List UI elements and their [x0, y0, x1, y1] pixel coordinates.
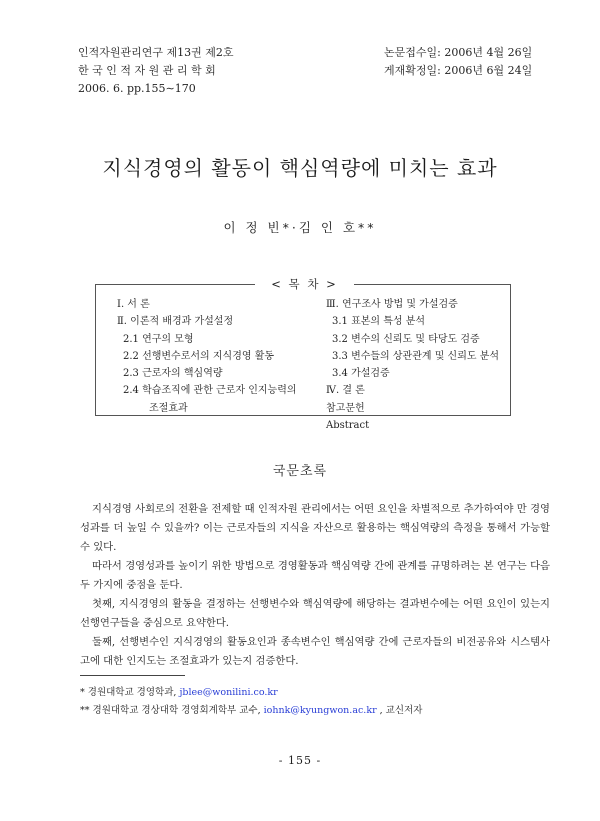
- toc-heading: < 목 차 >: [255, 276, 354, 292]
- footnotes: [80, 684, 422, 719]
- footnote: [80, 684, 422, 702]
- toc-left-column: [117, 296, 297, 417]
- journal-name: 인적자원관리연구 제13권 제2호: [78, 46, 234, 59]
- toc-item: Ⅰ. 서 론: [117, 299, 150, 310]
- toc-item: Abstract: [326, 420, 370, 432]
- abstract-paragraph: 지식경영 사회로의 전환을 전제할 때 인적자원 관리에서는 어떤 요인을 차별적으로 추가하여야 만 경영성과를 더 높일 수 있을까? 이는 근로자들의 지식을 자산으로 활용하는 핵심역량의 측정을 통해서 가능할 수 있다.: [80, 503, 550, 553]
- abstract-heading: 국문초록: [272, 464, 328, 479]
- abstract-paragraph: 둘째, 선행변수인 지식경영의 활동요인과 종속변수인 핵심역량 간에 근로자들의 비전공유와 시스템사고에 대한 인지도는 조절효과가 있는지 검증한다.: [80, 636, 550, 667]
- toc-item: Ⅱ. 이론적 배경과 가설설정: [117, 316, 234, 328]
- journal-info: [78, 44, 234, 98]
- toc-rule-right: [354, 284, 510, 285]
- toc-item: 3.4 가설검증: [332, 368, 390, 380]
- footnote-rule: [80, 675, 185, 676]
- toc-rule-left: [95, 284, 255, 285]
- email-link[interactable]: jblee@wonilini.co.kr: [179, 687, 278, 698]
- toc-item: 2.3 근로자의 핵심역량: [123, 368, 223, 380]
- toc-item: 2.1 연구의 모형: [123, 333, 194, 345]
- abstract-paragraph: 첫째, 지식경영의 활동을 결정하는 선행변수와 핵심역량에 해당하는 결과변수에는 어떤 요인이 있는지 선행연구들을 중심으로 요약한다.: [80, 598, 550, 629]
- email-link[interactable]: iohnk@kyungwon.ac.kr: [263, 704, 377, 716]
- toc-item: Ⅲ. 연구조사 방법 및 가설검증: [326, 299, 458, 310]
- society-name: 한 국 인 적 자 원 관 리 학 회: [78, 64, 216, 77]
- issue-pages: 2006. 6. pp.155∼170: [78, 82, 196, 95]
- footnote-mark: **: [80, 704, 90, 716]
- submission-dates: [384, 44, 532, 80]
- toc-item: 2.4 학습조직에 관한 근로자 인지능력의: [123, 385, 297, 397]
- footnote: [80, 702, 422, 720]
- toc-item: 3.3 변수들의 상관관계 및 신뢰도 분석: [332, 350, 500, 362]
- toc-item: 참고문헌: [326, 402, 365, 414]
- received-date: 논문접수일: 2006년 4월 26일: [384, 46, 533, 59]
- footnote-tail: , 교신저자: [376, 704, 423, 716]
- authors: 이 정 빈*·김 인 호**: [223, 220, 377, 235]
- paper-title: 지식경영의 활동이 핵심역량에 미치는 효과: [102, 156, 498, 180]
- toc-item: 2.2 선행변수로서의 지식경영 활동: [123, 350, 275, 362]
- footnote-text: 경원대학교 경영학과,: [84, 687, 180, 698]
- toc-item: Ⅳ. 결 론: [326, 385, 365, 397]
- toc-item: 조절효과: [149, 402, 188, 414]
- toc-right-column: [326, 296, 499, 434]
- accepted-date: 게재확정일: 2006년 6월 24일: [384, 64, 533, 77]
- footnote-text: 경원대학교 경상대학 경영회계학부 교수,: [89, 704, 264, 716]
- footnote-mark: *: [80, 687, 85, 698]
- abstract-body: [80, 500, 550, 671]
- page-number: - 155 -: [278, 754, 322, 767]
- toc-item: 3.2 변수의 신뢰도 및 타당도 검증: [332, 333, 480, 345]
- abstract-paragraph: 따라서 경영성과를 높이기 위한 방법으로 경영활동과 핵심역량 간에 관계를 규명하려는 본 연구는 다음 두 가지에 중점을 둔다.: [80, 560, 550, 591]
- toc-item: 3.1 표본의 특성 분석: [332, 316, 426, 328]
